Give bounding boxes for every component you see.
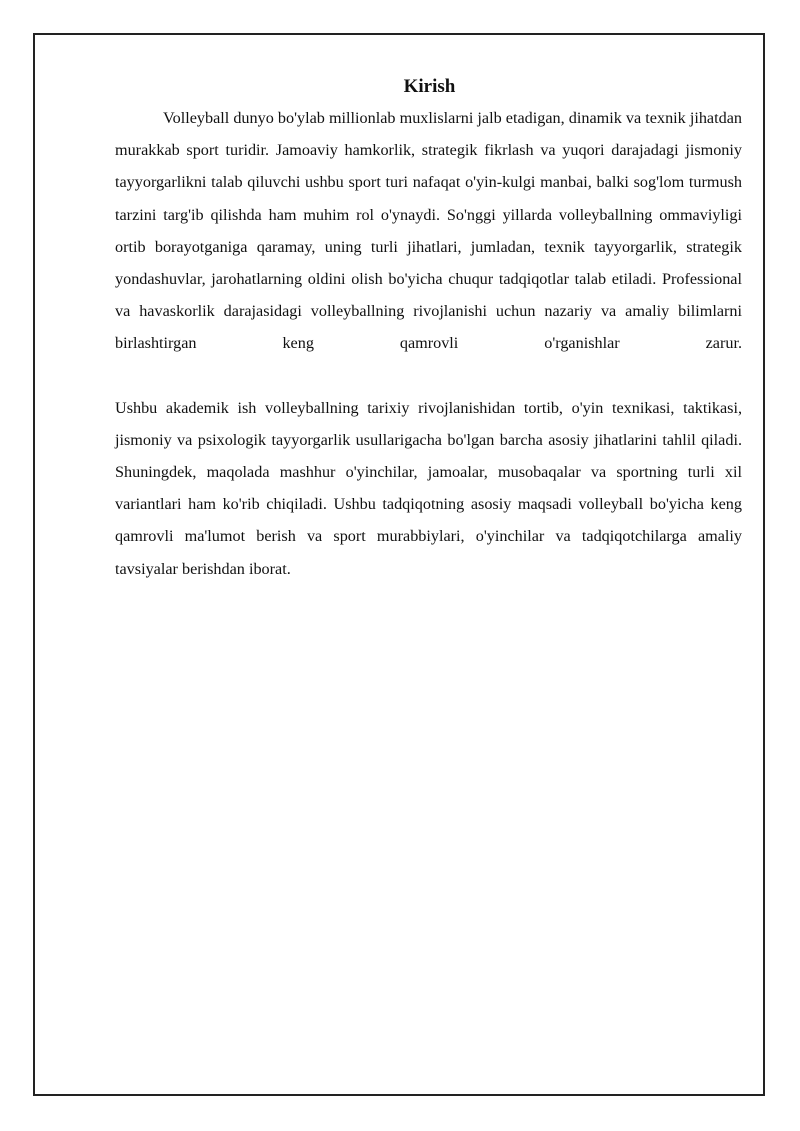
document-title: Kirish bbox=[403, 76, 456, 97]
paragraph-objectives: Ushbu akademik ish volleyballning tarixiy rivojlanishidan tortib, o'yin texnikasi, taktikasi, jismoniy va psixologik tayyorgarlik usullarigacha bo'lgan barcha asosiy jihatlarini tahlil qiladi. Shuningdek, maqolada mashhur o'yinchilar, jamoalar, musobaqalar va sportning turli xil variantlari ham ko'rib chiqiladi. Ushbu tadqiqotning asosiy maqsadi volleyball bo'yicha keng qamrovli ma'lumot berish va sport murabbiylari, o'yinchilar va tadqiqotchilarga amaliy tavsiyalar berishdan iborat. bbox=[115, 398, 742, 578]
document-body bbox=[115, 74, 742, 585]
paragraph-introduction: Volleyball dunyo bo'ylab millionlab muxlislarni jalb etadigan, dinamik va texnik jihatdan murakkab sport turidir. Jamoaviy hamkorlik, strategik fikrlash va yuqori darajadagi jismoniy tayyorgarlikni talab qiluvchi ushbu sport turi nafaqat o'yin-kulgi manbai, balki sog'lom turmush tarzini targ'ib qilishda ham muhim rol o'ynaydi. So'nggi yillarda volleyballning ommaviyligi ortib borayotganiga qaramay, uning turli jihatlari, jumladan, texnik tayyorgarlik, strategik yondashuvlar, jarohatlarning oldini olish bo'yicha chuqur tadqiqotlar talab etiladi. Professional va havaskorlik darajasidagi volleyballning rivojlanishi uchun nazariy va amaliy bilimlarni birlashtirgan keng qamrovli o'rganishlar zarur. bbox=[115, 109, 742, 353]
